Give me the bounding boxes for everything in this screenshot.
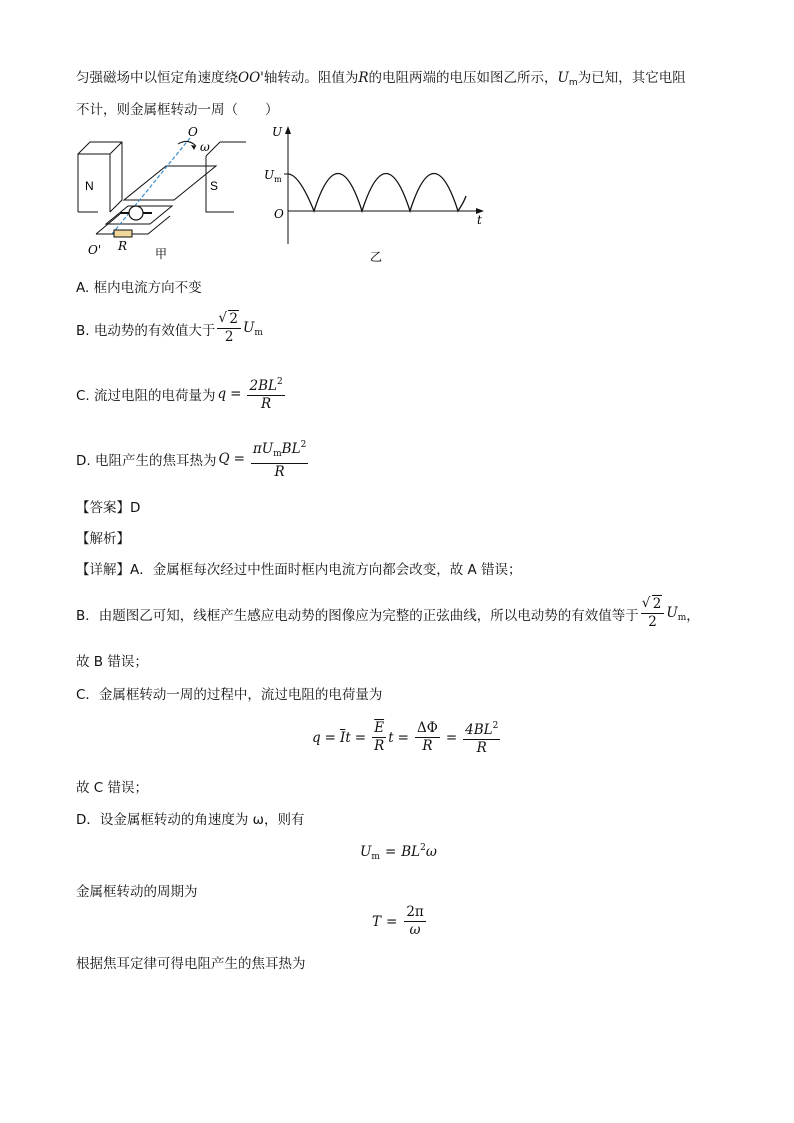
question-line-2: 不计，则金属框转动一周（ ） <box>76 102 279 118</box>
joule-line: 根据焦耳定律可得电阻产生的焦耳热为 <box>76 956 306 972</box>
analysis-b-end: 故 B 错误； <box>76 654 148 670</box>
magnet-n <box>78 142 122 212</box>
caption-jia: 甲 <box>155 247 168 261</box>
option-d: D. 电阻产生的焦耳热为 Q = $\frac{\pi U_mBL^2}{R}$ <box>76 437 310 481</box>
rotation-arrow <box>178 141 196 146</box>
label-o-prime: O' <box>88 243 102 257</box>
detail-label: 【详解】 <box>76 562 130 578</box>
answer-value: D <box>130 500 141 516</box>
resistor <box>114 230 132 237</box>
label-um: $U_m$ <box>264 168 282 184</box>
period-equation: T = $\frac{2\pi}{\omega}$ <box>372 904 424 938</box>
option-b: B. 电动势的有效值大于 √ $\frac{2}{2}$ $U_m$ <box>76 311 263 346</box>
analysis-label: 【解析】 <box>76 531 130 547</box>
um-equation: $U_m = BL^2\omega$ <box>360 843 437 862</box>
option-b-fraction: √ $\frac{2}{2}$ <box>217 311 241 346</box>
label-r: R <box>118 239 128 253</box>
option-c-fraction: $\frac{2BL^2}{R}$ <box>247 374 284 413</box>
analysis-c: C．金属框转动一周的过程中，流过电阻的电荷量为 <box>76 687 383 703</box>
analysis-d: D．设金属框转动的角速度为 ω，则有 <box>76 812 305 828</box>
axis-name: OO' <box>238 70 264 86</box>
label-o: O <box>188 125 198 139</box>
voltage-curve <box>288 174 466 212</box>
label-o: O <box>274 207 284 221</box>
magnet-s <box>206 142 246 212</box>
analysis-b: B．由题图乙可知，线框产生感应电动势的图像应为完整的正弦曲线，所以电动势的有效值等于 √ $\frac{2}{2}$ $U_m$ ， <box>76 596 700 631</box>
figure-jia <box>70 124 260 264</box>
label-u: U <box>272 125 283 139</box>
question-line-1: 匀强磁场中以恒定角速度绕OO'轴转动。阻值为R的电阻两端的电压如图乙所示，$U_m$为已知，其它电阻 <box>76 70 686 88</box>
analysis-a: 【详解】A．金属框每次经过中性面时框内电流方向都会改变，故 A 错误； <box>76 562 522 578</box>
rotation-axis <box>112 138 190 234</box>
option-a: A. 框内电流方向不变 <box>76 280 202 296</box>
label-n: N <box>85 179 94 193</box>
option-d-fraction: $\frac{\pi U_mBL^2}{R}$ <box>251 437 308 481</box>
caption-yi: 乙 <box>370 250 383 264</box>
label-t: t <box>477 213 482 227</box>
slip-ring <box>129 206 143 220</box>
charge-equation: q = $\overline{I}$ t = $\frac{\overline{E}}{R}$ t = $\frac{\Delta\Phi}{R}$ = $\frac{4BL^2}{R}$ <box>312 720 499 756</box>
period-line: 金属框转动的周期为 <box>76 884 198 900</box>
figure-yi <box>258 124 490 266</box>
analysis-c-end: 故 C 错误； <box>76 780 149 796</box>
answer-line <box>76 496 140 516</box>
label-s: S <box>210 179 219 193</box>
analysis-b-fraction: √ $\frac{2}{2}$ <box>641 596 665 631</box>
option-c: C. 流过电阻的电荷量为 q = $\frac{2BL^2}{R}$ <box>76 374 287 413</box>
answer-label: 【答案】 <box>76 500 130 516</box>
label-omega: ω <box>200 140 210 154</box>
